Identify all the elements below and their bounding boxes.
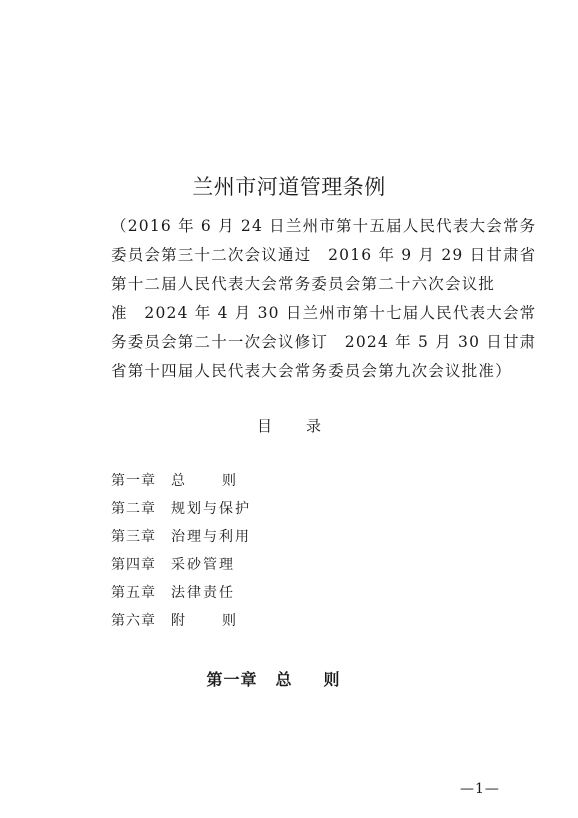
- toc-chapter-number: 第一章: [111, 473, 156, 489]
- toc-item[interactable]: [111, 471, 273, 499]
- toc-chapter-label: 总则: [171, 473, 273, 489]
- toc-chapter-label: 规划与保护: [171, 501, 251, 517]
- adoption-note-line: 委员会第三十二次会议通过 2016 年 9 月 29 日甘肃省: [111, 246, 537, 264]
- toc-chapter-label: 治理与利用: [171, 529, 251, 545]
- toc-chapter-number: 第三章: [111, 529, 156, 545]
- chapter-heading-name: 总则: [275, 670, 372, 689]
- chapter-heading: [0, 667, 578, 690]
- toc-item[interactable]: [111, 611, 273, 639]
- toc-item[interactable]: [111, 555, 273, 583]
- adoption-note-line: 务委员会第二十一次会议修订 2024 年 5 月 30 日甘肃: [111, 333, 537, 351]
- chapter-heading-number: 第一章: [206, 670, 258, 689]
- toc-chapter-label: 附则: [171, 613, 273, 629]
- adoption-note-line: 第十二届人民代表大会常务委员会第二十六次会议批: [111, 275, 496, 293]
- toc-chapter-number: 第五章: [111, 585, 156, 601]
- toc-chapter-label: 法律责任: [171, 585, 235, 601]
- toc-item[interactable]: [111, 583, 273, 611]
- toc-heading: 目录: [256, 417, 355, 435]
- adoption-note-line: （2016 年 6 月 24 日兰州市第十五届人民代表大会常务: [111, 217, 537, 235]
- toc-chapter-label: 采砂管理: [171, 557, 235, 573]
- toc-chapter-number: 第四章: [111, 557, 156, 573]
- adoption-note-line: 准 2024 年 4 月 30 日兰州市第十七届人民代表大会常: [111, 304, 537, 322]
- toc-item[interactable]: [111, 499, 273, 527]
- document-title: 兰州市河道管理条例: [192, 175, 386, 200]
- table-of-contents: [111, 471, 273, 639]
- toc-item[interactable]: [111, 527, 273, 555]
- page-number: —1—: [460, 781, 500, 797]
- toc-chapter-number: 第六章: [111, 613, 156, 629]
- toc-chapter-number: 第二章: [111, 501, 156, 517]
- adoption-note-line: 省第十四届人民代表大会常务委员会第九次会议批准）: [111, 362, 512, 380]
